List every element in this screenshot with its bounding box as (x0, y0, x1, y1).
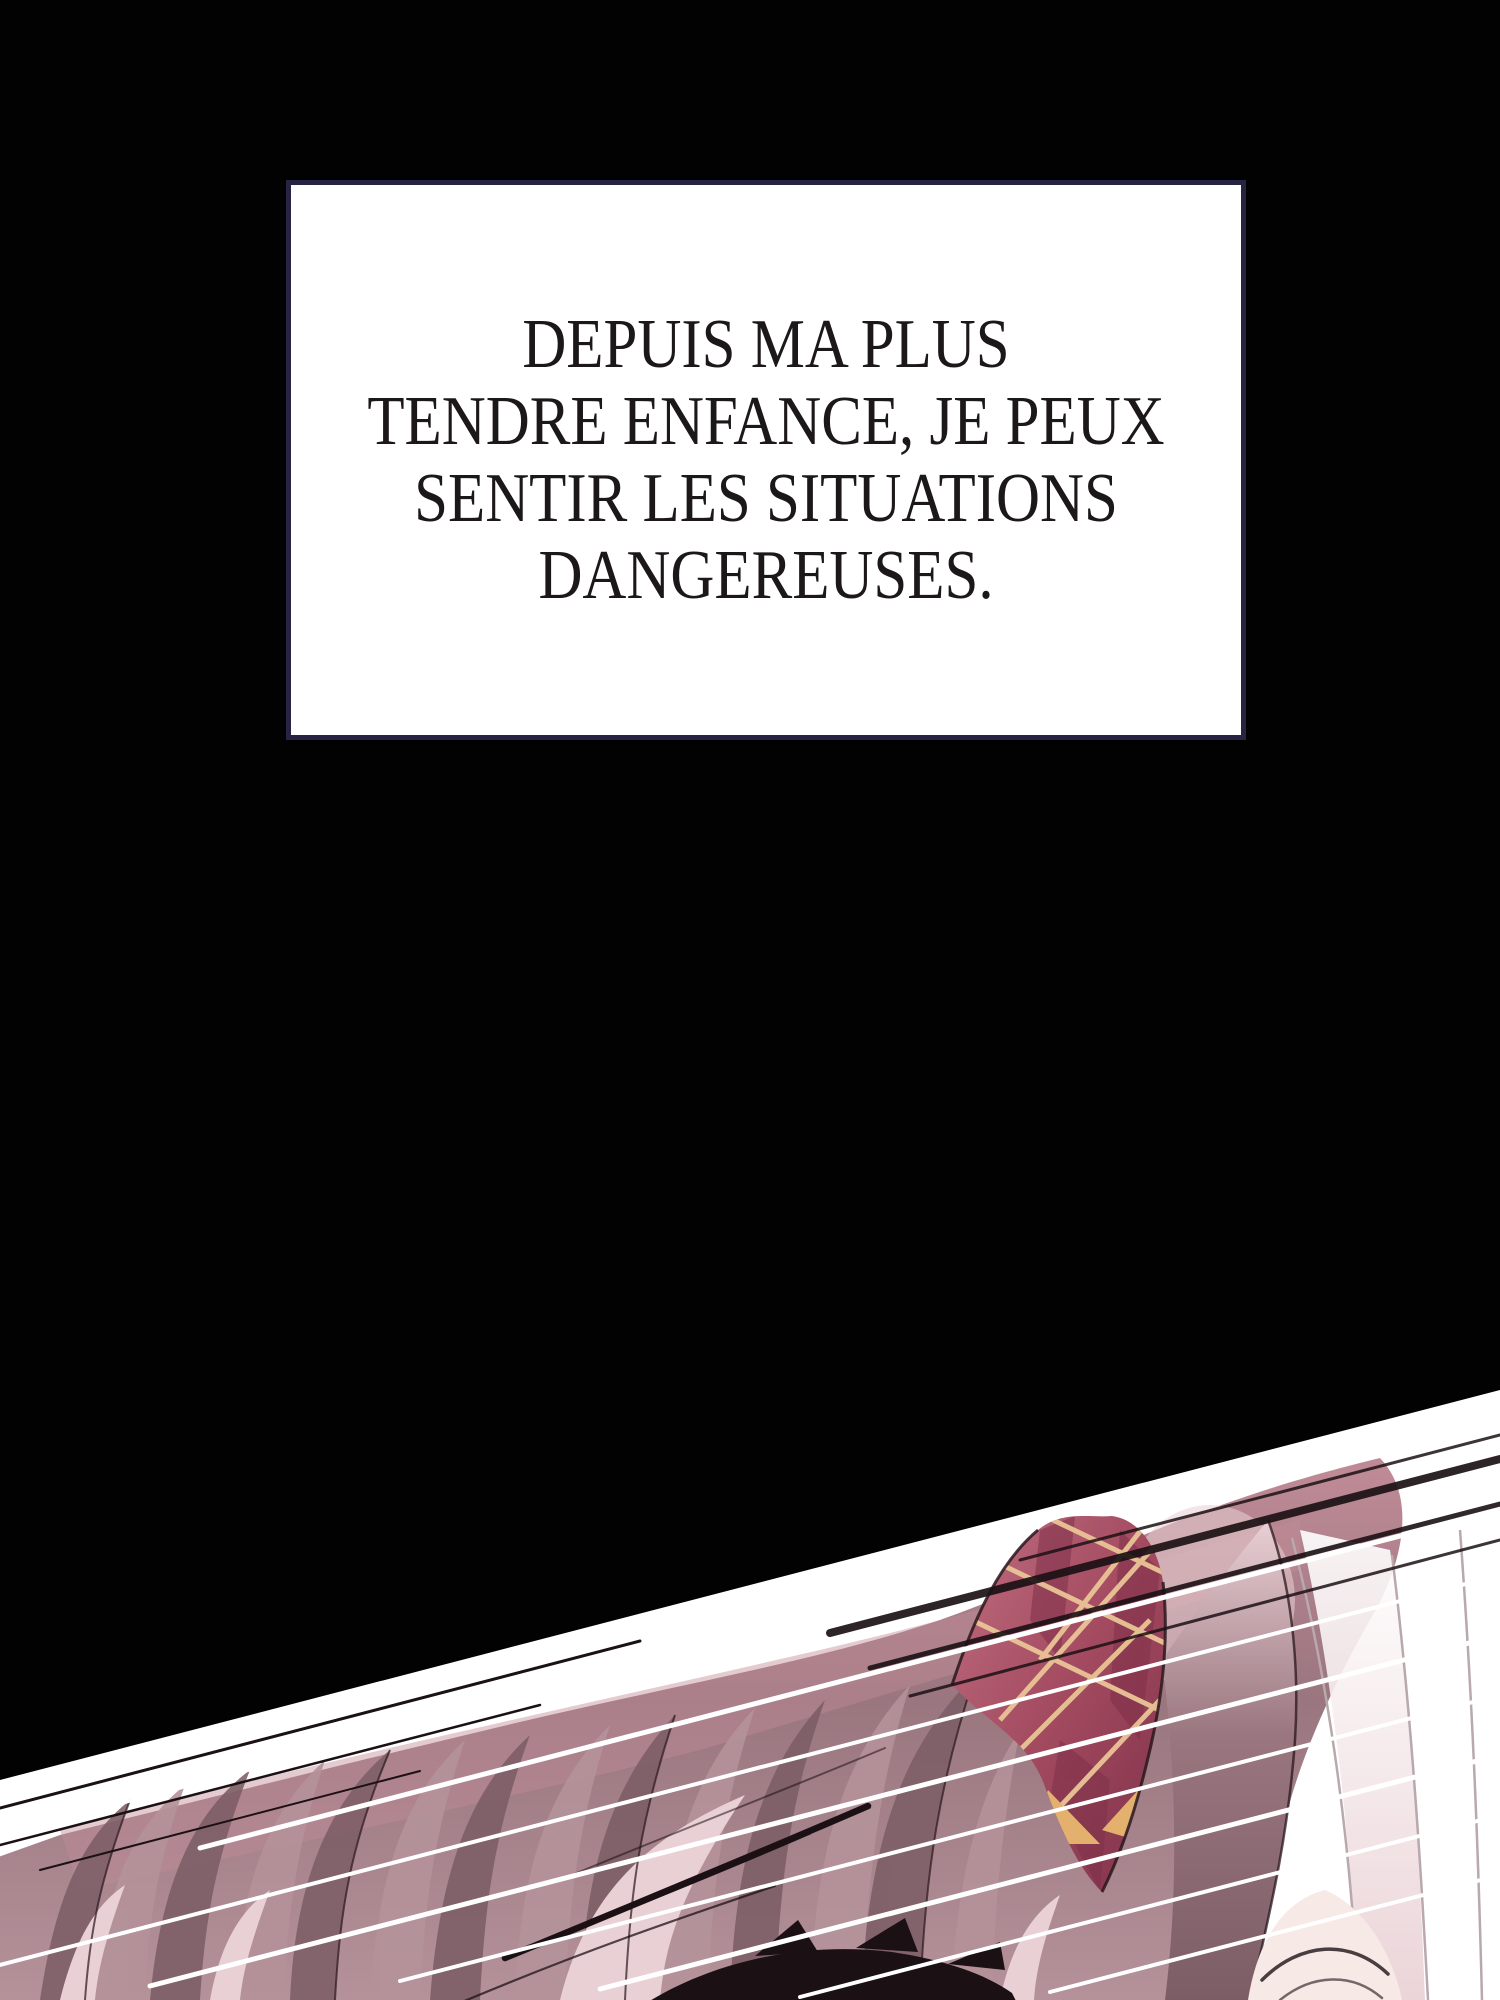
narration-line: DEPUIS MA PLUS (522, 306, 1010, 383)
narration-line: DANGEREUSES. (538, 537, 994, 614)
narration-box (286, 180, 1246, 740)
narration-text (353, 306, 1180, 614)
narration-line: SENTIR LES SITUATIONS (414, 460, 1118, 537)
narration-line: TENDRE ENFANCE, JE PEUX (367, 383, 1165, 460)
bottom-artwork (0, 1100, 1500, 2000)
